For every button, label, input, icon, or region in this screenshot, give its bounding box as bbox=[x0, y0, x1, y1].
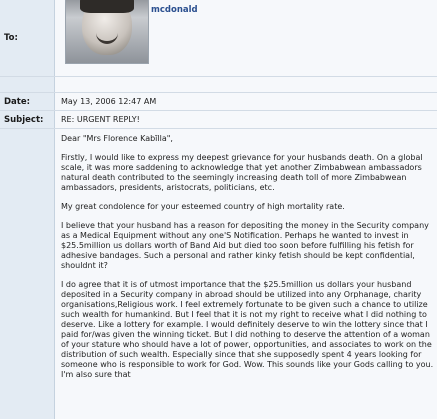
subject-label: Subject: bbox=[4, 115, 44, 125]
to-value-cell bbox=[55, 0, 437, 76]
message-paragraph: My great condolence for your esteemed country of high mortality rate. bbox=[61, 202, 345, 211]
recipient-avatar[interactable] bbox=[65, 0, 149, 64]
message-greeting: Dear "Mrs Florence Kabīlla", bbox=[61, 134, 173, 143]
date-label: Date: bbox=[4, 97, 31, 107]
avatar-hair bbox=[80, 0, 134, 13]
recipient-name-link[interactable]: mcdonald bbox=[151, 5, 198, 15]
message-paragraph: Firstly, I would like to express my deepest grievance for your husbands death. On a global scale, it was more saddening to acknowledge that yet another Zimbabwean ambassadors natural death contributed to the seemingly increasing death toll of more Zimbabwean ambassadors, presidents, aristocrats, politicians, etc. bbox=[61, 153, 423, 192]
to-label: To: bbox=[4, 33, 18, 43]
date-row bbox=[0, 93, 437, 111]
message-paragraph: I do agree that it is of utmost importance that the $25.5million us dollars your husband deposited in a Security company in abroad should be utilized into any Orphanage, charity organisations,Religious work. I feel extremely fortunate to be given such a chance to utilize such wealth for humankind. But I feel that it is not my right to receive what I did nothing to deserve. Like a lottery for example. I would definitely deserve to win the lottery since that I paid for/was given the winning ticket. But I did nothing to deserve the attention of a woman of your stature who should have a lot of power, opportunities, and associates to work on the distribution of such wealth. Especially since that she supposedly spent 4 years looking for someone who is responsible to work for God. Wow. This sounds like your Gods calling to you. I'm also sure that bbox=[61, 280, 434, 379]
date-label-cell bbox=[0, 93, 55, 110]
spacer-label-cell bbox=[0, 77, 55, 92]
spacer-row bbox=[0, 77, 437, 93]
message-body bbox=[61, 134, 435, 389]
subject-value: RE: URGENT REPLY! bbox=[61, 115, 140, 124]
body-label-cell bbox=[0, 129, 55, 419]
body-value-cell bbox=[55, 129, 437, 419]
to-row bbox=[0, 0, 437, 77]
subject-label-cell bbox=[0, 111, 55, 128]
spacer-value-cell bbox=[55, 77, 437, 92]
body-row bbox=[0, 129, 437, 419]
date-value-cell bbox=[55, 93, 437, 110]
to-label-cell bbox=[0, 0, 55, 76]
message-paragraph: I believe that your husband has a reason for depositing the money in the Security company as a Medical Equipment without any one'S Notification. Perhaps he wanted to invest in $25.5million us dollars worth of Band Aid but died too soon before fulfilling his fetish for adhesive bandages. Such a personal and rather kinky fetish should be kept confidential, shouldnt it? bbox=[61, 221, 429, 270]
subject-value-cell bbox=[55, 111, 437, 128]
subject-row bbox=[0, 111, 437, 129]
date-value: May 13, 2006 12:47 AM bbox=[61, 97, 157, 106]
